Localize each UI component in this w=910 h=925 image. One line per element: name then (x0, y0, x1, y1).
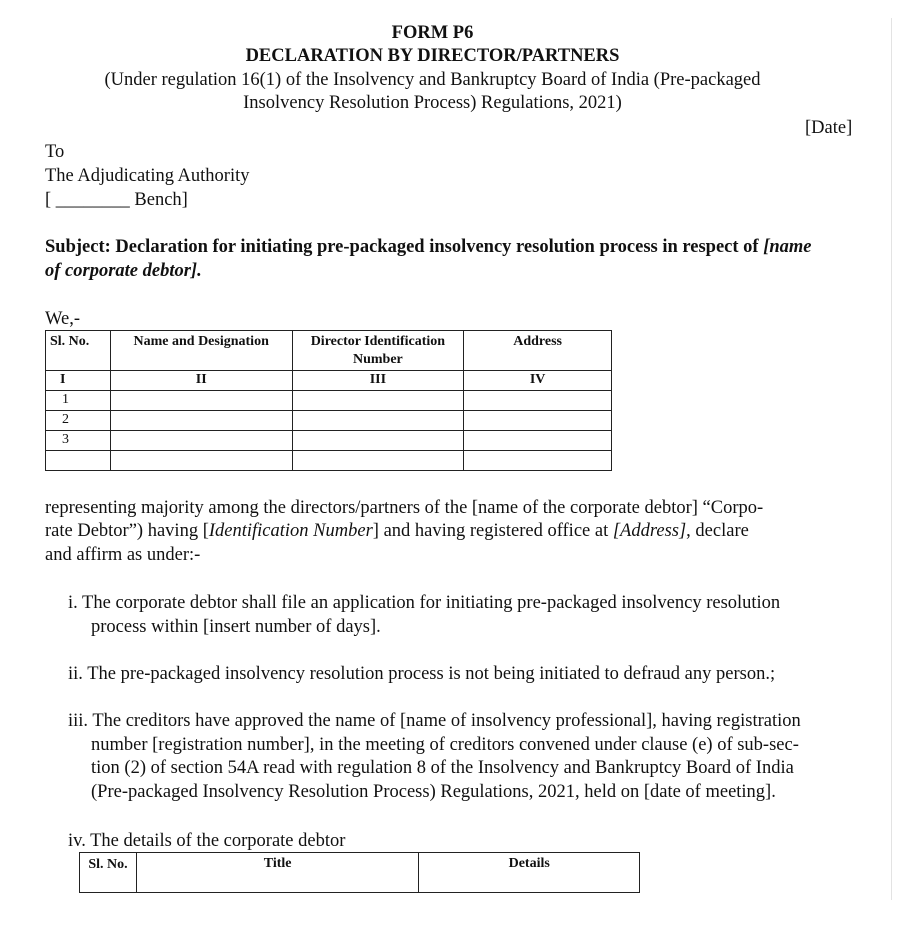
addressee-bench: [ ________ Bench] (45, 190, 188, 210)
numeral-1: I (46, 371, 111, 391)
row-number: 1 (46, 391, 111, 411)
corporate-debtor-details-table (79, 852, 640, 893)
subject-placeholder-start: [name (763, 237, 812, 257)
header-sl-no: Sl. No. (80, 853, 137, 893)
cell-empty (110, 391, 292, 411)
identification-number-placeholder: Identification Number (208, 521, 373, 541)
representing-seg-a: rate Debtor”) having [Identification Number] and having registered office at [Address], declare (45, 521, 749, 541)
header-name-designation: Name and Designation (110, 331, 292, 371)
numeral-3: III (292, 371, 464, 391)
cell-empty (292, 411, 464, 431)
cell-empty (464, 451, 612, 471)
item-iii-line4: (Pre-packaged Insolvency Resolution Process) Regulations, 2021, held on [date of meeting]. (91, 782, 776, 802)
cell-empty (110, 411, 292, 431)
row-number: 3 (46, 431, 111, 451)
cell-empty (110, 451, 292, 471)
representing-line3: and affirm as under:- (45, 545, 201, 565)
cell-empty (464, 431, 612, 451)
header-address: Address (464, 331, 612, 371)
subject-line2 (45, 260, 202, 283)
header-title: Title (136, 853, 418, 893)
row-number (46, 451, 111, 471)
header-sl-no: Sl. No. (46, 331, 111, 371)
representing-line2 (45, 520, 822, 543)
table-row (46, 411, 612, 431)
header-details: Details (419, 853, 640, 893)
item-ii-line1: ii. The pre-packaged insolvency resolution process is not being initiated to defraud any person.; (68, 664, 776, 684)
item-i-line2: process within [insert number of days]. (91, 617, 381, 637)
form-subtitle-line2: Insolvency Resolution Process) Regulations, 2021) (243, 93, 622, 113)
table-row (46, 431, 612, 451)
subject-line1 (45, 236, 812, 259)
row-number: 2 (46, 411, 111, 431)
table-header-row (46, 331, 612, 371)
subject-placeholder-end: of corporate debtor]. (45, 261, 202, 281)
cell-empty (292, 391, 464, 411)
text-segment: , declare (686, 521, 749, 541)
representing-line1: representing majority among the directors/partners of the [name of the corporate debtor] “Corpo- (45, 498, 764, 518)
form-title: DECLARATION BY DIRECTOR/PARTNERS (245, 46, 620, 66)
numeral-2: II (110, 371, 292, 391)
item-i-line1: i. The corporate debtor shall file an application for initiating pre-packaged insolvency resolution (68, 593, 781, 613)
header-din: Director Identification Number (292, 331, 464, 371)
addressee-authority: The Adjudicating Authority (45, 166, 250, 186)
cell-empty (292, 431, 464, 451)
item-iv-line1: iv. The details of the corporate debtor (68, 831, 346, 851)
item-iii-line1: iii. The creditors have approved the name of [name of insolvency professional], having registration (68, 711, 801, 731)
directors-table (45, 330, 612, 471)
cell-empty (292, 451, 464, 471)
table-row (46, 451, 612, 471)
subject-label: Subject: Declaration for initiating pre-packaged insolvency resolution process in respect of (45, 237, 759, 257)
date-placeholder: [Date] (805, 118, 853, 138)
cell-empty (464, 411, 612, 431)
cell-empty (110, 431, 292, 451)
page-edge-line (891, 18, 892, 900)
addressee-to: To (45, 142, 65, 162)
cell-empty (464, 391, 612, 411)
form-subtitle-line1: (Under regulation 16(1) of the Insolvency and Bankruptcy Board of India (Pre-packaged (104, 70, 761, 90)
numeral-4: IV (464, 371, 612, 391)
form-number: FORM P6 (391, 23, 474, 43)
we-label: We,- (45, 309, 80, 329)
text-segment: rate Debtor”) having [ (45, 521, 209, 541)
item-iii-line2: number [registration number], in the meeting of creditors convened under clause (e) of sub-sec- (91, 735, 799, 755)
item-iii-line3: tion (2) of section 54A read with regulation 8 of the Insolvency and Bankruptcy Board of India (91, 758, 794, 778)
table-header-row (80, 853, 640, 893)
table-numeral-row (46, 371, 612, 391)
address-placeholder: [Address] (612, 521, 687, 541)
table-row (46, 391, 612, 411)
